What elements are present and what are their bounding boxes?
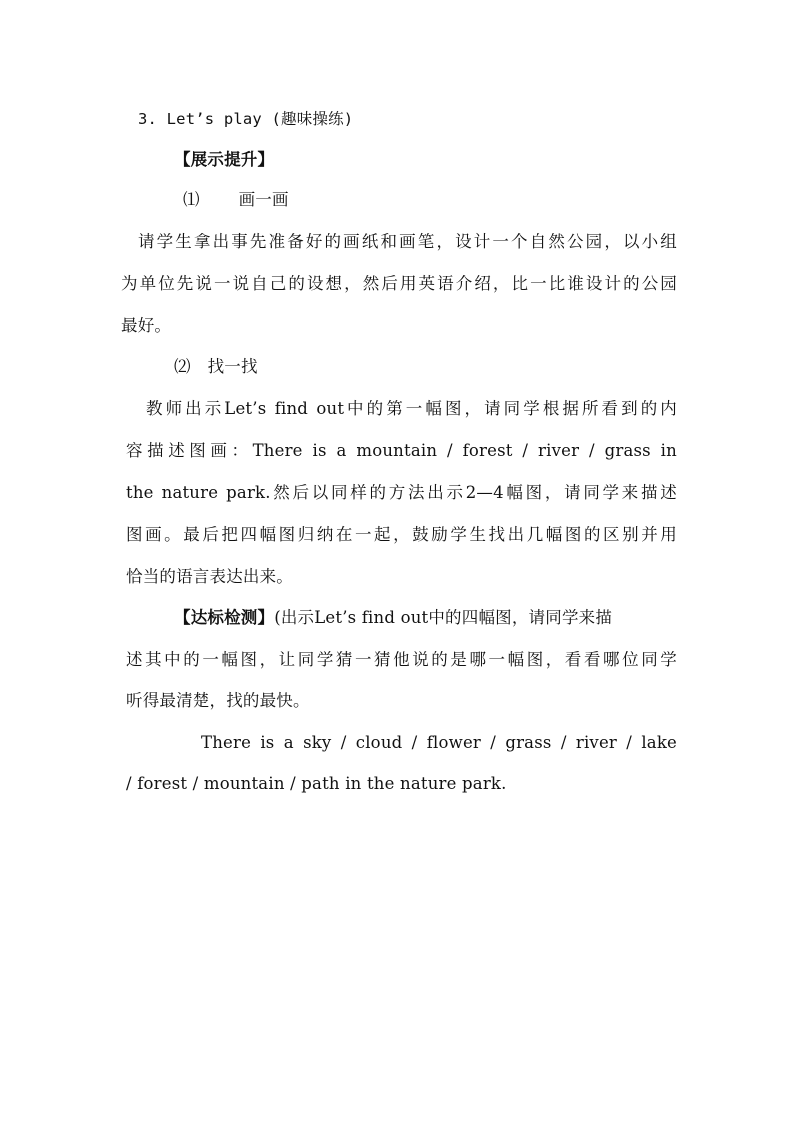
item2-title: 找一找 (207, 357, 258, 376)
check-paragraph-line2: 述其中的一幅图，让同学猜一猜他说的是哪一幅图，看看哪位同学 (126, 650, 677, 669)
item2-paragraph-line3: the nature park.然后以同样的方法出示2—4幅图，请同学来描述 (126, 483, 677, 502)
check-example-line2: / forest / mountain / path in the nature park. (126, 774, 507, 793)
item1-marker: ⑴ (183, 190, 200, 209)
item1-heading (183, 189, 289, 211)
check-text-line1: (出示Let’s find out中的四幅图，请同学来描 (274, 608, 613, 627)
showcase-title: 【展示提升】 (174, 150, 275, 169)
item2-paragraph-line2: 容描述图画：There is a mountain / forest / river / grass in (126, 441, 677, 460)
item1-paragraph-line2: 为单位先说一说自己的设想，然后用英语介绍，比一比谁设计的公园 (121, 274, 677, 293)
item2-marker: ⑵ (174, 357, 191, 376)
item1-title: 画一画 (238, 190, 289, 209)
check-line1 (174, 607, 612, 629)
section-heading (138, 108, 353, 130)
section-number: 3. (138, 110, 158, 128)
item2-paragraph-line5: 恰当的语言表达出来。 (126, 567, 293, 586)
item1-paragraph-line3: 最好。 (121, 316, 172, 335)
check-paragraph-line3: 听得最清楚，找的最快。 (126, 691, 310, 710)
item1-paragraph-line1: 请学生拿出事先准备好的画纸和画笔，设计一个自然公园，以小组 (138, 232, 677, 251)
check-title: 【达标检测】 (174, 608, 275, 627)
section-title: Let’s play (趣味操练) (166, 110, 354, 128)
item2-paragraph-line4: 图画。最后把四幅图归纳在一起，鼓励学生找出几幅图的区别并用 (126, 525, 677, 544)
check-example-line1: There is a sky / cloud / flower / grass / river / lake (201, 733, 677, 752)
item2-paragraph-line1: 教师出示Let’s find out中的第一幅图，请同学根据所看到的内 (146, 399, 677, 418)
item2-heading (174, 356, 258, 378)
